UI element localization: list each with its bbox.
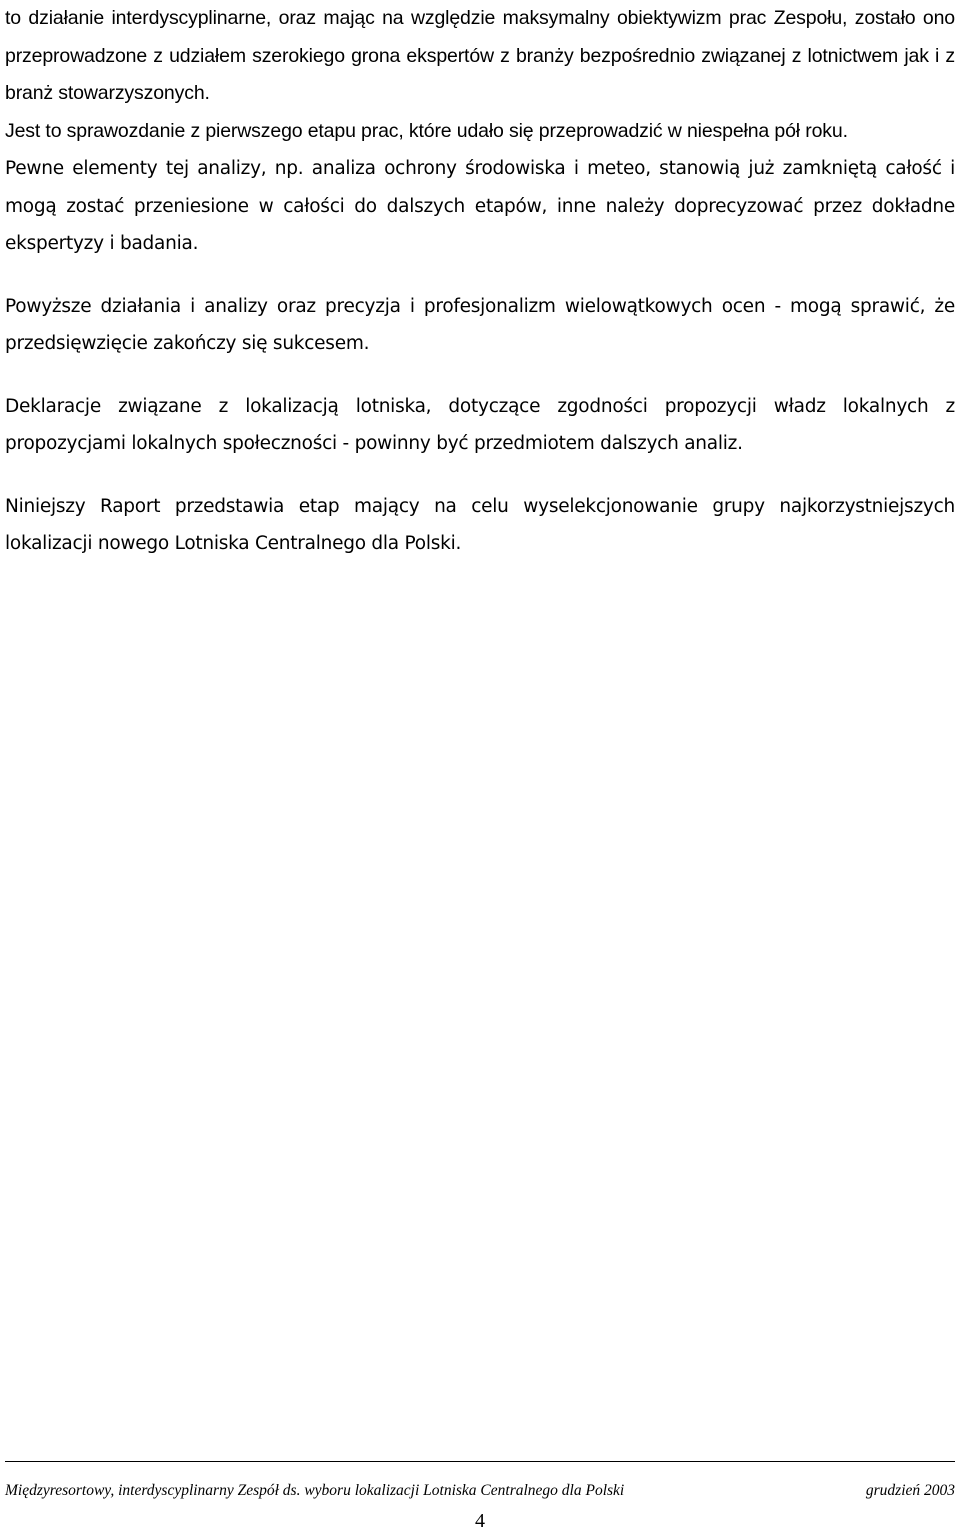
footer-divider bbox=[5, 1461, 955, 1462]
paragraph-gap bbox=[5, 463, 955, 488]
paragraph-analysis-elements: Pewne elementy tej analizy, np. analiza ochrony środowiska i meteo, stanowią już zamkniętą całość i mogą zostać przeniesione w całości do dalszych etapów, inne należy doprecyzować przez dokładne ekspertyzy i badania. bbox=[5, 158, 955, 254]
page-number: 4 bbox=[475, 1510, 485, 1532]
paragraph-intro: to działanie interdyscyplinarne, oraz mając na względzie maksymalny obiektywizm prac Zespołu, zostało ono przeprowadzone z udziałem szerokiego grona ekspertów z branży bezpośrednio związanej z lotnictwem jak i z branż stowarzyszonych. bbox=[5, 7, 955, 104]
paragraph-declarations: Deklaracje związane z lokalizacją lotniska, dotyczące zgodności propozycji władz lokalnych z propozycjami lokalnych społeczności - powinny być przedmiotem dalszych analiz. bbox=[5, 395, 955, 454]
page-footer bbox=[5, 1482, 955, 1500]
paragraph-gap bbox=[5, 363, 955, 388]
paragraph-gap bbox=[5, 263, 955, 288]
document-body bbox=[5, 0, 955, 563]
paragraph-report-stage: Jest to sprawozdanie z pierwszego etapu prac, które udało się przeprowadzić w niespełna pół roku. bbox=[5, 119, 848, 142]
paragraph-actions: Powyższe działania i analizy oraz precyzja i profesjonalizm wielowątkowych ocen - mogą sprawić, że przedsięwzięcie zakończy się sukcesem. bbox=[5, 295, 955, 354]
footer-committee-name: Międzyresortowy, interdyscyplinarny Zespół ds. wyboru lokalizacji Lotniska Centralnego dla Polski bbox=[5, 1482, 625, 1499]
paragraph-report-purpose: Niniejszy Raport przedstawia etap mający na celu wyselekcjonowanie grupy najkorzystniejszych lokalizacji nowego Lotniska Centralnego dla Polski. bbox=[5, 495, 955, 554]
footer-date: grudzień 2003 bbox=[865, 1482, 955, 1499]
